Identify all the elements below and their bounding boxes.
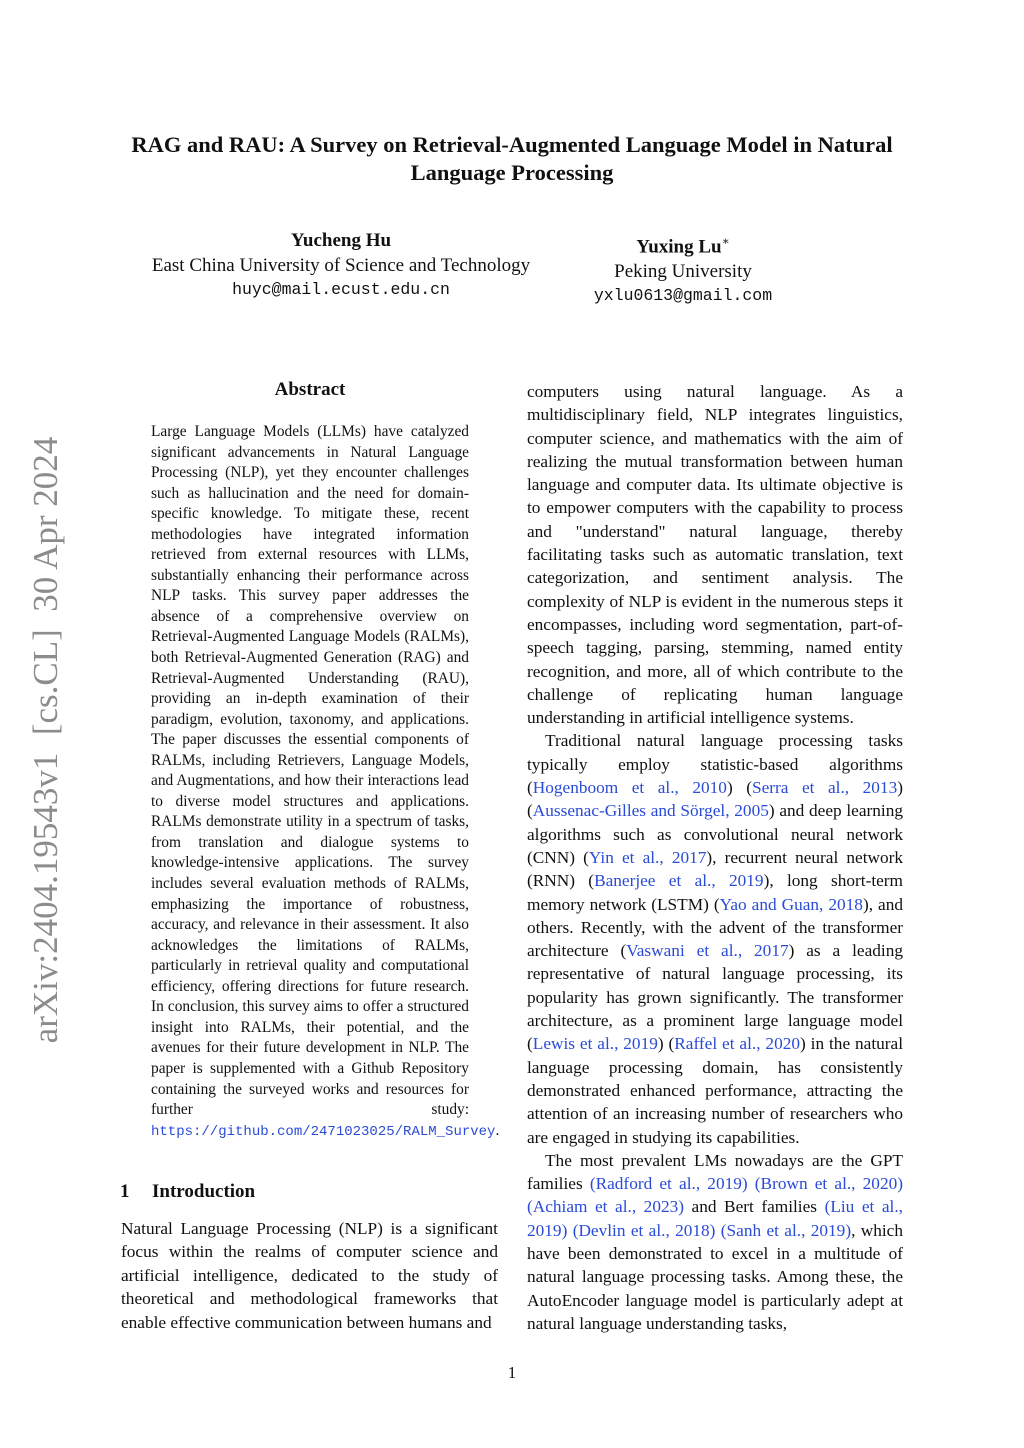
author-affiliation: Peking University: [614, 260, 752, 282]
text-run: ), long short-term memory network (LSTM) (: [527, 871, 903, 914]
section-heading-introduction: [120, 1178, 500, 1206]
github-repo-link[interactable]: https://github.com/2471023025/RALM_Survey: [151, 1123, 496, 1140]
corresponding-mark: ∗: [721, 234, 730, 248]
text-run: ), and others. Recently, with the advent of the transformer architecture (: [527, 894, 903, 961]
citation-link[interactable]: Raffel et al., 2020: [674, 1034, 800, 1054]
text-run: [748, 1174, 755, 1193]
page-number: 1: [507, 1363, 517, 1382]
citation-link[interactable]: (Devlin et al., 2018): [572, 1220, 716, 1240]
citation-link[interactable]: Banerjee et al., 2019: [594, 871, 764, 891]
citation-link[interactable]: Serra et al., 2013: [752, 778, 898, 798]
citation-link[interactable]: Yin et al., 2017: [588, 847, 707, 867]
abstract-heading: Abstract: [274, 379, 346, 400]
author-email: huyc@mail.ecust.edu.cn: [232, 280, 450, 299]
abstract-body: [151, 422, 500, 1142]
text-run: ) (: [726, 778, 752, 798]
abstract-text: Large Language Models (LLMs) have catalyzed significant advancements in Natural Language Processing (NLP), yet they encounter challenges such as hallucination and the need for domain-specific knowledge. To mitigate these, recent methodologies have integrated information retrieved from external resources with LLMs, substantially enhancing their performance across NLP tasks. This survey paper addresses the absence of a comprehensive overview on Retrieval-Augmented Language Models (RALMs), both Retrieval-Augmented Generation (RAG) and Retrieval-Augmented Understanding (RAU), providing an in-depth examination of their paradigm, evolution, taxonomy, and applications. The paper discusses the essential components of RALMs, including Retrievers, Language Models, and Augmentations, and how their interactions lead to diverse model structures and applications. RALMs demonstrate utility in a spectrum of tasks, from translation and dialogue systems to knowledge-intensive applications. The survey includes several evaluation methods of RALMs, emphasizing the importance of robustness, accuracy, and relevance in their assessment. It also acknowledges the limitations of RALMs, particularly in retrieval quality and computational efficiency, offering directions for future research. In conclusion, this survey aims to offer a structured insight into RALMs, their potential, and the avenues for their future development in NLP. The paper is supplemented with a Github Repository containing the surveyed works and resources for further study:: [151, 423, 469, 1119]
author-name: [453, 229, 913, 260]
text-run: , which have been demonstrated to excel in a multitude of natural language processing tasks. Among these, the AutoEncoder language model is particularly adept at natural language understanding tasks,: [527, 1220, 903, 1333]
intro-paragraph-1-continued: computers using natural language. As a multidisciplinary field, NLP integrates linguistics, computer science, and mathematics with the aim of realizing the mutual transformation between human language and computer data. Its ultimate objective is to empower computers with the capability to process and "understand" natural language, thereby facilitating tasks such as automatic translation, text categorization, and sentiment analysis. The complexity of NLP is evident in the numerous steps it encompasses, including word segmentation, part-of-speech tagging, parsing, stemming, named entity recognition, and more, all of which contribute to the challenge of replicating human language understanding in artificial intelligence systems.: [527, 382, 903, 728]
intro-paragraph-3: [527, 1149, 903, 1335]
paper-title: RAG and RAU: A Survey on Retrieval-Augmented Language Model in Natural Language Processing: [131, 132, 893, 185]
intro-paragraph-1: Natural Language Processing (NLP) is a significant focus within the realms of computer science and artificial intelligence, dedicated to the study of theoretical and methodological frameworks that enable effective communication between humans and: [121, 1219, 498, 1332]
text-run: Traditional natural language processing tasks typically employ statistic-based algorithms (: [527, 731, 903, 798]
citation-link[interactable]: (Brown et al., 2020): [754, 1174, 903, 1194]
author-name: Yucheng Hu: [290, 230, 392, 251]
citation-link[interactable]: Lewis et al., 2019: [532, 1034, 658, 1054]
citation-link[interactable]: (Radford et al., 2019): [589, 1174, 748, 1194]
citation-link[interactable]: Yao and Guan, 2018: [719, 894, 863, 914]
text-run: ) as a leading representative of natural language processing, its popularity has grown significantly. The transformer architecture, as a prominent large language model (: [527, 941, 903, 1054]
text-run: The most prevalent LMs nowadays are the GPT families: [527, 1150, 903, 1194]
abstract-end: .: [495, 1121, 500, 1139]
author-block-2: [453, 229, 913, 309]
text-run: ) and deep learning algorithms such as convolutional neural network (CNN) (: [527, 801, 903, 867]
text-run: ) (: [657, 1034, 675, 1054]
citation-link[interactable]: Hogenboom et al., 2010: [532, 778, 727, 798]
arxiv-stamp: arXiv:2404.19543v1 [cs.CL] 30 Apr 2024: [26, 436, 65, 1044]
citation-link[interactable]: Vaswani et al., 2017: [626, 941, 789, 961]
text-run: ) in the natural language processing domain, has consistently demonstrated enhanced performance, attracting the attention of an increasing number of researchers who are engaged in studying its capabilities.: [527, 1034, 903, 1147]
author-affiliation: East China University of Science and Technology: [151, 254, 531, 276]
citation-link[interactable]: (Liu et al., 2019): [527, 1197, 903, 1240]
text-run: ), recurrent neural network (RNN) (: [527, 847, 904, 891]
author-name-text: Yuxing Lu: [636, 236, 722, 258]
citation-link[interactable]: Aussenac-Gilles and Sörgel, 2005: [532, 801, 769, 821]
citation-link[interactable]: (Achiam et al., 2023): [527, 1197, 684, 1217]
section-number: 1: [120, 1181, 130, 1202]
text-run: ) (: [527, 778, 903, 821]
citation-link[interactable]: (Sanh et al., 2019): [720, 1220, 852, 1240]
section-title: Introduction: [152, 1181, 256, 1202]
text-run: and Bert families: [684, 1197, 825, 1217]
right-column: [527, 380, 903, 1335]
intro-paragraph-2: [527, 729, 903, 1148]
author-email: yxlu0613@gmail.com: [593, 286, 773, 306]
